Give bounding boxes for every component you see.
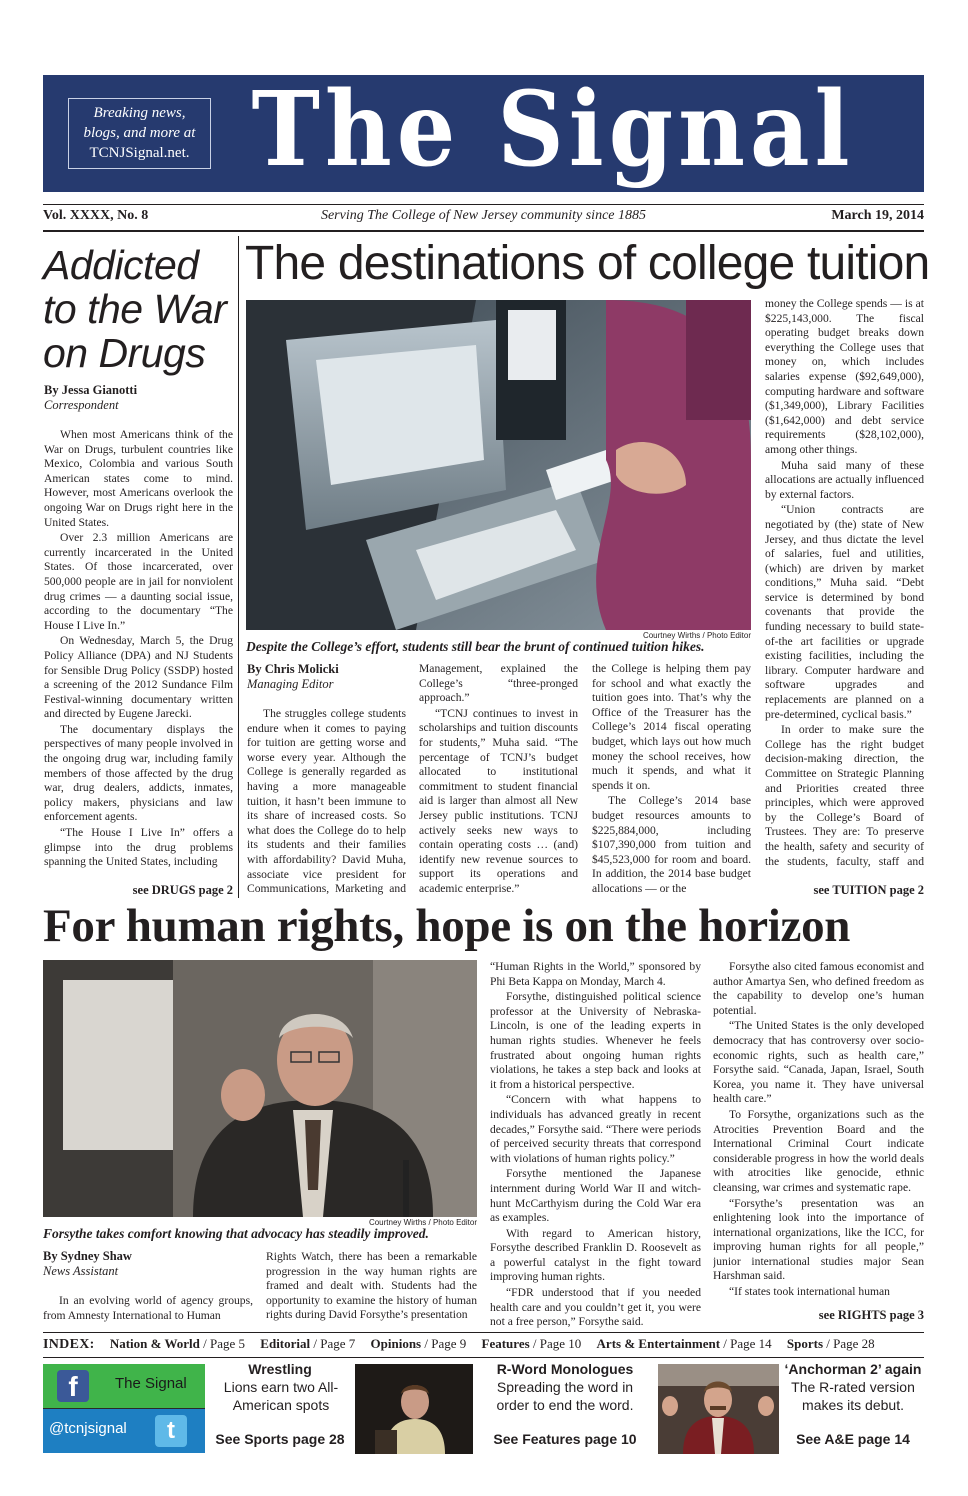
index-top-rule [43,1332,924,1333]
twitter-handle[interactable]: @tcnjsignal [49,1420,127,1437]
rights-column-4 [713,960,924,1298]
tuition-author-role: Managing Editor [247,677,334,691]
speaker-photo-illustration [43,960,477,1217]
tuition-paragraph: “Union contracts are negotiated by (the) state of New Jersey, and thus dictate the level of salaries, fuel and utilities, (which) are driven by market conditions,” Muha said. “Debt service is determined by bond covenants that provide the funding necessary to build state-of-the art facilities or upgrade existing facilities, including the library. Computer hardware and software upgrades and replacements are planned on a pre-determined, cyclical basis.” [765,503,924,721]
tuition-byline [247,662,407,692]
index-item-editorial[interactable]: Editorial / Page 7 [260,1336,356,1351]
rights-jump-link[interactable]: see RIGHTS page 3 [818,1308,924,1322]
wrestling-teaser-photo [355,1364,473,1454]
tuition-column-4 [765,297,924,870]
drugs-jump-link[interactable]: see DRUGS page 2 [132,883,233,897]
tuition-paragraph: Muha said many of these allocations are actually influenced by external factors. [765,458,924,501]
teaser-anchorman-text: The R-rated version makes its debut. [791,1379,915,1413]
rights-paragraph: “If states took international human [729,1285,890,1298]
tuition-photo-credit: Courtney Wirths / Photo Editor [642,631,751,640]
tuition-photo-caption: Despite the College’s effort, students still bear the brunt of continued tuition hikes. [246,639,705,654]
rights-paragraph: Forsythe mentioned the Japanese internment during World War II and witch-hunt McCarthyism during the Cold War era as examples. [490,1167,701,1225]
rights-paragraph: “FDR understood that if you needed health care and you couldn’t get it, you were not a free person,” Forsythe said. [490,1286,701,1328]
rights-column-3 [490,960,701,1328]
rights-photo-caption: Forsythe takes comfort knowing that advocacy has steadily improved. [43,1226,429,1241]
rights-paragraph: “Concern with what happens to individuals has advanced greatly in recent decades,” Forsythe said. “There were periods of perceived security threats that correspond with violations of human rights policy.” [490,1093,701,1165]
teaser-anchorman-title[interactable]: ‘Anchorman 2’ again [784,1361,922,1377]
drugs-paragraph: When most Americans think of the War on Drugs, turbulent countries like Mexico, Colombia and various South American states come to mind. However, most Americans overlook the ongoing War on Drugs right here in the United States. [44,428,233,529]
tuition-headline[interactable]: The destinations of college tuition [245,237,930,290]
newspaper-logo: The Signal [251,68,855,190]
anchorman-photo-illustration [658,1364,779,1454]
index-item-opinions[interactable]: Opinions / Page 9 [370,1336,467,1351]
rights-author-role: News Assistant [43,1264,119,1278]
rights-paragraph: To Forsythe, organizations such as the Atrocities Prevention Board and the International Criminal Court indicate considerable progress in how the world deals with atrocities like genocide, ethnic cleansing, war crimes and systematic rape. [713,1107,924,1194]
rights-column-1 [43,1294,253,1326]
tuition-author: By Chris Molicki [247,662,339,676]
drugs-author-role: Correspondent [44,398,119,412]
rights-paragraph: With regard to American history, Forsythe described Franklin D. Roosevelt as a powerful catalyst in the fight toward improving human rights. [490,1226,701,1284]
teaser-wrestling-link[interactable]: See Sports page 28 [215,1431,345,1447]
promo-url[interactable]: TCNJSignal.net. [89,145,190,161]
section-index [43,1336,924,1356]
tuition-paragraph: The struggles college students endure when it comes to paying for tuition are getting worse and worse every year. Although the College is generally regarded as having a more manageable tuition, it hasn’t been immune to its share of increased costs. So what does the College do to help its students and their families with affordability? David Muha, associate vice president for Communications, Marketing and [247,707,406,896]
index-label: INDEX: [43,1337,95,1352]
masthead [43,68,924,192]
speaker-photo [43,960,477,1217]
drugs-paragraph: On Wednesday, March 5, the Drug Policy Alliance (DPA) and NJ Students for Sensible Drug Policy (SSDP) hosted a screening of the 2012 Sundance Film Festival-winning documentary written and directed by Eugene Jarecki. [44,634,233,721]
tuition-paragraph: “TCNJ continues to invest in scholarships and tuition discounts for students,” Muha said. “The percentage of TCNJ’s budget allocated to institutional commitment to student financial aid is larger than almost all New Jersey public institutions. TCNJ actively seeks new ways to contain operating costs … (and) identify new revenue sources to support its operations and academic enterprise.” [419,706,578,895]
tuition-column-3 [592,662,751,897]
tuition-paragraph: In order to make sure the College has the right budget decision-making direction, the Committee on Strategic Planning and Priorities created three principles, which were approved by the College’s Board of Trustees. They are: To preserve the health, safety and security of the students, faculty, staff and [765,723,924,868]
index-item-nation-world[interactable]: Nation & World / Page 5 [109,1336,246,1351]
teaser-wrestling-title[interactable]: Wrestling [248,1361,312,1377]
rights-paragraph: Forsythe, distinguished political science professor at the University of Nebraska-Lincoln, is one of the leading experts in human rights studies. Whenever he feels frustrated about ongoing human rights violations, he takes a step back and looks at it from a historical perspective. [490,990,701,1091]
rights-paragraph: Rights Watch, there has been a remarkable progression in the way human rights are framed and dealt with. Students had the opportunity to examine the history of human rights during David Forsythe’s presentation [266,1250,477,1322]
teaser-rword-link[interactable]: See Features page 10 [493,1431,637,1447]
atm-photo-illustration [246,300,751,630]
rights-paragraph: In an evolving world of agency groups, from Amnesty International to Human [43,1294,253,1322]
rights-headline[interactable]: For human rights, hope is on the horizon [43,900,851,952]
rights-photo-credit: Courtney Wirths / Photo Editor [368,1218,477,1227]
promo-line-2: blogs, and more at [83,125,196,141]
index-item-sports[interactable]: Sports / Page 28 [786,1336,875,1351]
tuition-jump-link[interactable]: see TUITION page 2 [813,883,924,897]
tuition-paragraph: The College’s 2014 base budget resources amounts to $225,884,000, including $107,390,000 from tuition and $45,523,000 for room and board. In addition, the 2014 base budget allocations — or the [592,794,751,895]
tuition-paragraph: Management, explained the College’s “three-pronged approach.” [419,662,578,705]
teaser-rword-title[interactable]: R-Word Monologues [496,1361,634,1377]
wrestling-photo-illustration [355,1364,473,1454]
index-bottom-rule [43,1357,924,1358]
drugs-body [44,428,233,868]
drugs-author: By Jessa Gianotti [44,383,138,397]
dateline-rule [43,230,924,232]
promo-box[interactable] [68,98,211,169]
dateline [43,208,924,228]
rights-column-2 [266,1250,477,1326]
rights-paragraph: Forsythe also cited famous economist and author Amartya Sen, who defined freedom as the capability to develop one’s human potential. [713,960,924,1017]
issue-date: March 19, 2014 [831,208,924,223]
tuition-column-2 [419,662,578,897]
facebook-icon[interactable]: f [57,1370,89,1402]
teaser-anchorman-link[interactable]: See A&E page 14 [796,1431,910,1447]
drugs-byline [44,383,234,413]
teaser-wrestling-text: Lions earn two All-American spots [223,1379,339,1413]
tuition-column-1 [247,707,406,897]
rights-author: By Sydney Shaw [43,1249,132,1263]
tagline: Serving The College of New Jersey community since 1885 [320,208,647,223]
twitter-link[interactable] [43,1409,205,1453]
drugs-paragraph: The documentary displays the perspectives of many people involved in the ongoing drug war, including family members of those affected by the drug war, drug dealers, addicts, inmates, policy makers, physicians and law enforcement agents. [44,722,233,824]
index-item-features[interactable]: Features / Page 10 [481,1336,582,1351]
tuition-paragraph: the College is helping them pay for school and what exactly the tuition goes into. That’s why the Office of the Treasurer has the College’s 2014 fiscal operating budget, which lays out how much money the school receives, how much it spends, and what it spends it on. [592,662,751,792]
social-links [43,1364,205,1453]
volume-number: Vol. XXXX, No. 8 [43,208,149,223]
column-divider [238,236,239,898]
facebook-link[interactable] [43,1364,205,1408]
rights-paragraph: “Human Rights in the World,” sponsored by Phi Beta Kappa on Monday, March 4. [490,960,701,988]
tuition-paragraph: money the College spends — is at $225,143,000. The fiscal operating budget breaks down everything the College uses that money on, which includes salaries expense ($92,649,000), computing hardware and software ($1,349,000), Library Facilities ($1,642,000) and debt service requirements ($28,102,000), among other things. [765,297,924,456]
masthead-rule [43,204,924,205]
facebook-label[interactable]: The Signal [115,1375,187,1392]
atm-photo [246,300,751,630]
index-item-arts-entertainment[interactable]: Arts & Entertainment / Page 14 [596,1336,772,1351]
promo-line-1: Breaking news, [93,105,186,121]
drugs-paragraph: “The House I Live In” offers a glimpse into the drug problems spanning the United States, including [44,826,233,868]
drugs-headline[interactable]: Addicted to the War on Drugs [43,242,227,376]
drugs-paragraph: Over 2.3 million Americans are currently incarcerated in the United States. Of those incarcerated, over 500,000 people are in jail for nonviolent drug crimes — a daunting social issue, according to the documentary “The House I Live In.” [44,531,233,632]
anchorman-teaser-photo [658,1364,779,1454]
twitter-icon[interactable]: t [155,1415,187,1447]
rights-paragraph: “The United States is the only developed democracy that has controversy over socio-economic rights, such as health care,” Forsythe said. “Canada, Japan, Israel, South Korea, you name it. They have universal health care.” [713,1019,924,1106]
rights-byline [43,1249,253,1279]
teaser-rword-text: Spreading the word in order to end the word. [496,1379,634,1413]
rights-paragraph: “Forsythe’s presentation was an enlightening look into the importance of international organizations, like the ICC, for improving human rights for all people,” junior international studies major Sean Harshman said. [713,1196,924,1283]
